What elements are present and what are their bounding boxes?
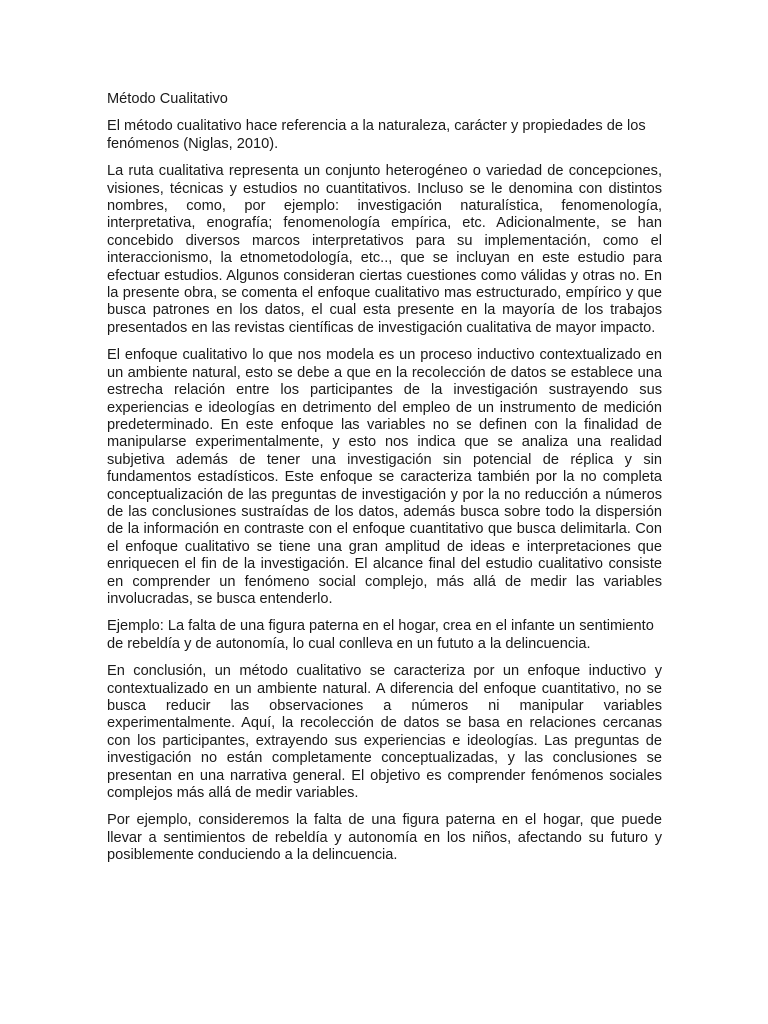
paragraph-definition: El método cualitativo hace referencia a la naturaleza, carácter y propiedades de los fenómenos (Niglas, 2010).	[107, 118, 646, 152]
paragraph-example: Ejemplo: La falta de una figura paterna en el hogar, crea en el infante un sentimiento de rebeldía y de autonomía, lo cual conlleva en un fututo a la delincuencia.	[107, 618, 654, 652]
paragraph-conclusion: En conclusión, un método cualitativo se caracteriza por un enfoque inductivo y contextualizado en un ambiente natural. A diferencia del enfoque cuantitativo, no se busca reducir las observaciones a números ni manipular variables experimentalmente. Aquí, la recolección de datos se basa en relaciones cercanas con los participantes, extrayendo sus experiencias e ideologías. Las preguntas de investigación no están completamente conceptualizadas, y las conclusiones se presentan en una narrativa general. El objetivo es comprender fenómenos sociales complejos más allá de medir variables.	[107, 663, 662, 802]
paragraph-qualitative-route: La ruta cualitativa representa un conjunto heterogéneo o variedad de concepciones, visiones, técnicas y estudios no cuantitativos. Incluso se le denomina con distintos nombres, como, por ejemplo: investigación naturalística, fenomenología, interpretativa, enografía; fenomenología empírica, etc. Adicionalmente, se han concebido diversos marcos interpretativos para su implementación, como el interaccionismo, la etnometodología, etc.., que se incluyan en este estudio para efectuar estudios. Algunos consideran ciertas cuestiones como válidas y otras no. En la presente obra, se comenta el enfoque cualitativo mas estructurado, empírico y que busca patrones en los datos, el cual esta presente en la mayoría de los trabajos presentados en las revistas científicas de investigación cualitativa de mayor impacto.	[107, 163, 662, 336]
document-title: Método Cualitativo	[107, 91, 228, 107]
document-page	[107, 91, 662, 875]
paragraph-qualitative-approach: El enfoque cualitativo lo que nos modela es un proceso inductivo contextualizado en un ambiente natural, esto se debe a que en la recolección de datos se establece una estrecha relación entre los participantes de la investigación sustrayendo sus experiencias e ideologías en detrimento del empleo de un instrumento de medición predeterminado. En este enfoque las variables no se definen con la finalidad de manipularse experimentalmente, y esto nos indica que se analiza una realidad subjetiva además de tener una investigación sin potencial de réplica y sin fundamentos estadísticos. Este enfoque se caracteriza también por la no completa conceptualización de las preguntas de investigación y por la no reducción a números de las conclusiones sustraídas de los datos, además busca sobre todo la dispersión de la información en contraste con el enfoque cuantitativo que busca delimitarla. Con el enfoque cualitativo se tiene una gran amplitud de ideas e interpretaciones que enriquecen el fin de la investigación. El alcance final del estudio cualitativo consiste en comprender un fenómeno social complejo, más allá de medir las variables involucradas, se busca entenderlo.	[107, 347, 662, 607]
paragraph-final-example: Por ejemplo, consideremos la falta de una figura paterna en el hogar, que puede llevar a sentimientos de rebeldía y autonomía en los niños, afectando su futuro y posiblemente conduciendo a la delincuencia.	[107, 812, 662, 864]
